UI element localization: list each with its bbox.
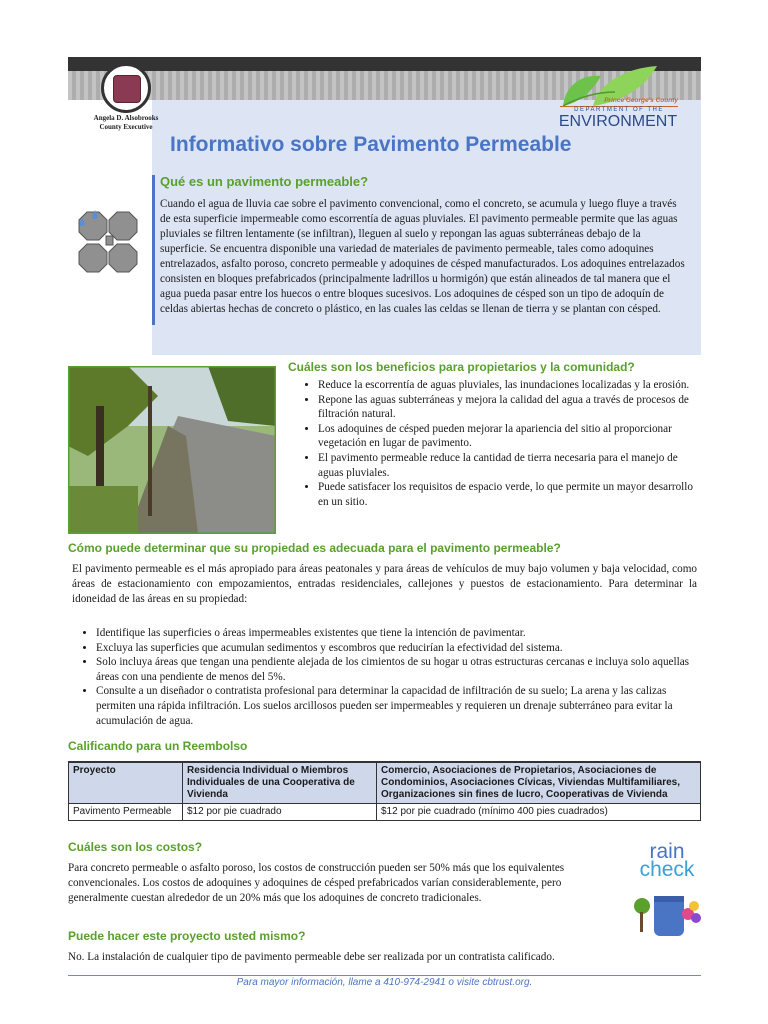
section-heading-benefits: Cuáles son los beneficios para propietarios y la comunidad? <box>288 360 635 374</box>
table-header-residential: Residencia Individual o Miembros Individuales de una Cooperativa de Vivienda <box>183 762 377 804</box>
logo-department: DEPARTMENT OF THE <box>560 106 678 113</box>
raincheck-logo-text <box>628 840 706 881</box>
suitability-list <box>78 626 698 728</box>
section-text-suitability: El pavimento permeable es el más apropiado para áreas peatonales y para áreas de vehículos de muy bajo volumen y baja velocidad, como áreas de estacionamiento con empozamientos, entradas residenciales, callejones y puestos de estacionamiento. Para determinar la idoneidad de las áreas en su propiedad: <box>72 563 697 605</box>
benefits-list <box>300 378 698 509</box>
table-cell-residential-rate: $12 por pie cuadrado <box>183 804 377 821</box>
section-accent-rule <box>152 175 155 325</box>
section-heading-rebate: Calificando para un Reembolso <box>68 739 248 753</box>
section-text-what-is: Cuando el agua de lluvia cae sobre el pavimento convencional, como el concreto, se acumula y luego fluye a través de esta superficie impermeable como escorrentía de aguas pluviales. El pavimento permeable permite que las aguas pluviales se filtren lentamente (se infiltran), lleguen al suelo y repongan las aguas subterráneas debajo de la superficie. Se encuentra disponible una variedad de materiales de pavimento permeable, tales como adoquines entrelazados, asfalto poroso, concreto permeable y adoquines de césped manufacturados. Los adoquines entrelazados consisten en bloques prefabricados (principalmente ladrillos u hormigón) que están alineados de tal manera que el agua pueda pasar entre los huecos o entre bloques sucesivos. Los adoquines de césped son un tipo de adoquín de celdas abiertas hechas de concreto o plástico, en las cuales las celdas se llenan de tierra y se plantan con césped. <box>160 198 685 315</box>
rain-barrel-icon <box>632 884 704 940</box>
section-heading-suitability: Cómo puede determinar que su propiedad es adecuada para el pavimento permeable? <box>68 541 561 555</box>
suitability-item: • Solo incluya áreas que tengan una pendiente alejada de los cimientos de su hogar u otras estructuras cercanas e incluya solo aquellas áreas con una pendiente de menos del 5%. <box>96 655 698 684</box>
table-header-project: Proyecto <box>69 762 183 804</box>
benefit-item: • Puede satisfacer los requisitos de espacio verde, lo que permite un mayor desarrollo en un sitio. <box>318 480 698 509</box>
permeable-street-photo <box>68 366 276 534</box>
section-heading-diy: Puede hacer este proyecto usted mismo? <box>68 929 306 943</box>
page-title: Informativo sobre Pavimento Permeable <box>170 133 572 156</box>
footer-contact: Para mayor información, llame a 410-974-2941 o visite cbtrust.org. <box>236 977 533 988</box>
footer-rule <box>68 975 701 976</box>
section-text-costs: Para concreto permeable o asfalto poroso, los costos de construcción pueden ser 50% más que los equivalentes convencionales. Los costos de adoquines y adoquines de césped prefabricados varían considerablemente, pero generalmente cuestan alrededor de un 20% más que los adoquines de concreto tradicionales. <box>68 862 565 904</box>
section-heading-what-is: Qué es un pavimento permeable? <box>160 174 369 189</box>
table-header-row <box>69 762 701 804</box>
county-seal-logo <box>101 63 151 113</box>
executive-name: Angela D. Alsobrooks <box>93 114 159 122</box>
raincheck-word-check: check <box>639 858 695 881</box>
benefit-item: • Repone las aguas subterráneas y mejora la calidad del agua a través de procesos de filtración natural. <box>318 393 698 422</box>
logo-county-name: Prince George's County <box>604 97 678 104</box>
executive-title: County Executive <box>99 123 153 131</box>
suitability-item: • Consulte a un diseñador o contratista profesional para determinar la capacidad de infiltración de su suelo; La arena y las calizas permiten una rápida infiltración. Los suelos arcillosos pueden ser impermeables y requieren un drenaje subterráneo para evitar la acumulación de agua. <box>96 684 698 728</box>
benefit-item: • Reduce la escorrentía de aguas pluviales, las inundaciones localizadas y la erosión. <box>318 378 698 393</box>
county-executive-caption <box>72 114 180 132</box>
suitability-item: • Identifique las superficies o áreas impermeables existentes que tiene la intención de pavimentar. <box>96 626 698 641</box>
benefit-item: • Los adoquines de césped pueden mejorar la apariencia del sitio al proporcionar vegetación en lugar de pavimento. <box>318 422 698 451</box>
table-header-commercial: Comercio, Asociaciones de Propietarios, Asociaciones de Condominios, Asociaciones Cívicas, Viviendas Multifamiliares, Organizaciones sin fines de lucro, Cooperativas de Vivienda <box>377 762 701 804</box>
pavers-icon <box>77 210 147 280</box>
suitability-item: • Excluya las superficies que acumulan sedimentos y escombros que reducirían la efectividad del sistema. <box>96 641 698 656</box>
section-text-diy: No. La instalación de cualquier tipo de pavimento permeable debe ser realizada por un contratista calificado. <box>68 951 555 963</box>
table-cell-project: Pavimento Permeable <box>69 804 183 821</box>
table-cell-commercial-rate: $12 por pie cuadrado (mínimo 400 pies cuadrados) <box>377 804 701 821</box>
raincheck-word-rain: rain <box>649 840 685 863</box>
benefit-item: • El pavimento permeable reduce la cantidad de tierra necesaria para el manejo de aguas pluviales. <box>318 451 698 480</box>
rebate-table <box>68 761 701 821</box>
table-row <box>69 804 701 821</box>
logo-environment: ENVIRONMENT <box>558 113 678 130</box>
section-heading-costs: Cuáles son los costos? <box>68 840 203 854</box>
